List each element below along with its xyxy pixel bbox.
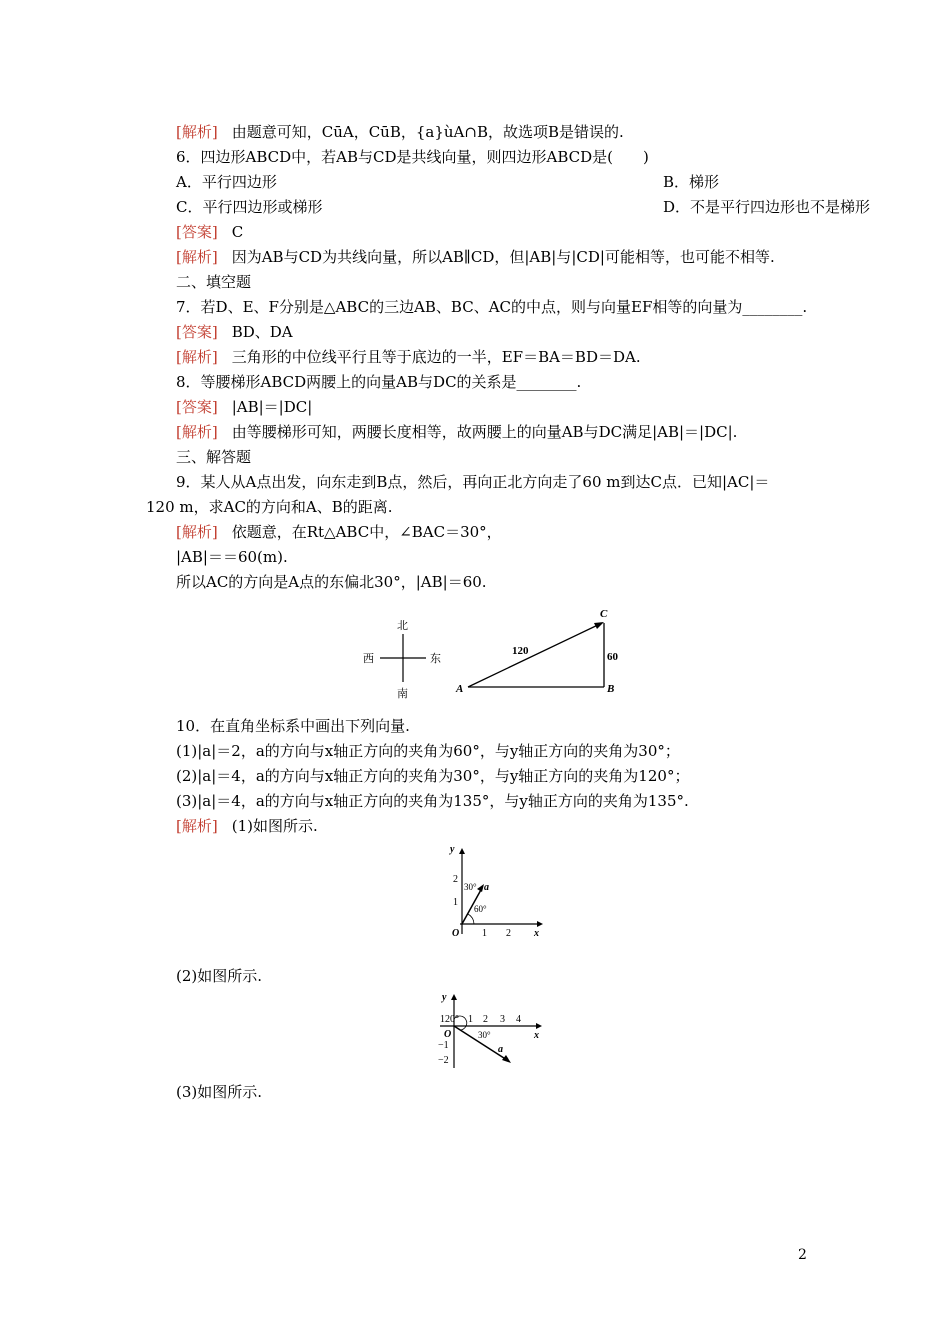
question-10-part2 — [176, 766, 689, 786]
line-text: (2)如图所示. — [176, 967, 263, 985]
label-side: 60 — [607, 651, 618, 663]
label-hypotenuse: 120 — [512, 645, 529, 657]
line-text: 8．等腰梯形ABCD两腰上的向量AB与DC的关系是________. — [176, 373, 582, 391]
y-label: y — [442, 992, 447, 1003]
answer-tag: [答案] — [176, 323, 218, 341]
line-text: 三、解答题 — [176, 448, 252, 466]
line-text: (1)|a|＝2，a的方向与x轴正方向的夹角为60°，与y轴正方向的夹角为30°； — [176, 742, 680, 760]
compass-east: 东 — [430, 653, 441, 665]
x-label: x — [534, 928, 539, 938]
question-10-part1 — [176, 741, 680, 761]
analysis-9 — [176, 522, 502, 542]
question-10-part3 — [176, 791, 689, 811]
compass-diagram — [360, 616, 450, 702]
vector-arrow-icon — [477, 884, 484, 892]
line-text: 三角形的中位线平行且等于底边的一半，EF＝BA＝BD＝DA. — [231, 348, 641, 366]
answer-6 — [176, 222, 243, 242]
compass-south: 南 — [397, 688, 408, 700]
y-axis-arrow-icon — [459, 848, 465, 854]
triangle-diagram — [452, 606, 624, 700]
line-text: 由等腰梯形可知，两腰长度相等，故两腰上的向量AB与DC满足|AB|＝|DC|. — [231, 423, 738, 441]
option-d: D．不是平行四边形也不是梯形 — [663, 198, 871, 216]
origin-label: O — [444, 1029, 452, 1040]
vector-ac — [468, 623, 602, 687]
vector-arrow-icon — [502, 1055, 511, 1063]
question-10 — [176, 716, 410, 736]
question-8 — [176, 372, 581, 392]
x-axis-arrow-icon — [536, 1023, 542, 1029]
y-tick-1: 1 — [453, 897, 458, 908]
x-tick-1: 1 — [468, 1014, 473, 1025]
angle-30-label: 30° — [478, 1030, 491, 1040]
vector-figure-1 — [444, 842, 548, 938]
page-number: 2 — [798, 1247, 807, 1263]
x-tick-1: 1 — [482, 928, 487, 938]
x-tick-3: 3 — [500, 1014, 505, 1025]
line-text: (3)|a|＝4，a的方向与x轴正方向的夹角为135°，与y轴正方向的夹角为135°. — [176, 792, 689, 810]
analysis-10-part2 — [176, 966, 262, 986]
section-solve — [176, 447, 251, 467]
answer-7 — [176, 322, 293, 342]
analysis-9-calc — [176, 547, 288, 567]
vector-label: a — [484, 882, 489, 893]
label-a: A — [456, 683, 464, 695]
answer-tag: [答案] — [176, 223, 218, 241]
line-text: 9．某人从A点出发，向东走到B点，然后，再向正北方向走了60 m到达C点．已知|AC|＝ — [176, 473, 770, 491]
analysis-tag: [解析] — [176, 123, 218, 141]
line-text: 6．四边形ABCD中，若AB与CD是共线向量，则四边形ABCD是( ) — [176, 148, 649, 166]
vector-figure-2 — [434, 988, 546, 1070]
section-fill-blank — [176, 272, 251, 292]
line-text: |AB|＝＝60(m). — [176, 548, 288, 566]
line-text: 10．在直角坐标系中画出下列向量. — [176, 717, 410, 735]
analysis-7 — [176, 347, 641, 367]
y-tick-neg2: −2 — [438, 1055, 449, 1066]
line-text: 因为AB与CD为共线向量，所以AB∥CD，但|AB|与|CD|可能相等，也可能不相等. — [231, 248, 775, 266]
question-9-line2 — [146, 497, 393, 517]
option-row-cd — [176, 197, 871, 217]
analysis-tag: [解析] — [176, 817, 218, 835]
x-tick-2: 2 — [483, 1014, 488, 1025]
angle-60-label: 60° — [474, 904, 487, 914]
x-label: x — [534, 1030, 539, 1041]
line-text: 所以AC的方向是A点的东偏北30°，|AB|＝60. — [176, 573, 487, 591]
question-9-line1 — [176, 472, 769, 492]
line-text: 二、填空题 — [176, 273, 252, 291]
compass-west: 西 — [363, 653, 374, 665]
x-tick-4: 4 — [516, 1014, 521, 1025]
analysis-10-part1 — [176, 816, 318, 836]
x-axis-arrow-icon — [537, 921, 543, 927]
line-text: (1)如图所示. — [231, 817, 318, 835]
angle-30-label: 30° — [464, 882, 477, 892]
vector-label: a — [498, 1044, 503, 1055]
line-text: 7．若D、E、F分别是△ABC的三边AB、BC、AC的中点，则与向量EF相等的向量为________. — [176, 298, 808, 316]
line-text: (2)|a|＝4，a的方向与x轴正方向的夹角为30°，与y轴正方向的夹角为120°； — [176, 767, 690, 785]
analysis-9-conclusion — [176, 572, 487, 592]
line-text: C — [231, 223, 244, 241]
y-label: y — [450, 844, 455, 855]
line-1 — [176, 122, 624, 142]
option-a: A．平行四边形 — [176, 173, 277, 191]
line-text: BD、DA — [231, 323, 293, 341]
answer-8 — [176, 397, 312, 417]
y-tick-2: 2 — [453, 874, 458, 885]
answer-tag: [答案] — [176, 398, 218, 416]
angle-120-label: 120° — [440, 1014, 459, 1025]
option-c: C．平行四边形或梯形 — [176, 198, 323, 216]
line-text: |AB|＝|DC| — [231, 398, 313, 416]
label-c: C — [600, 608, 608, 620]
option-row-ab — [176, 172, 720, 192]
analysis-tag: [解析] — [176, 348, 218, 366]
question-6 — [176, 147, 649, 167]
analysis-tag: [解析] — [176, 523, 218, 541]
analysis-8 — [176, 422, 737, 442]
y-tick-neg1: −1 — [438, 1040, 449, 1051]
x-tick-2: 2 — [506, 928, 511, 938]
analysis-tag: [解析] — [176, 423, 218, 441]
analysis-6 — [176, 247, 775, 267]
line-text: 由题意可知，CūA，CūB，{a}ùA∩B，故选项B是错误的. — [231, 123, 624, 141]
compass-north: 北 — [397, 620, 408, 632]
option-b: B．梯形 — [663, 173, 720, 191]
line-text: 依题意，在Rt△ABC中，∠BAC＝30°， — [231, 523, 502, 541]
y-axis-arrow-icon — [451, 994, 457, 1000]
label-b: B — [607, 683, 615, 695]
origin-label: O — [452, 928, 460, 938]
analysis-tag: [解析] — [176, 248, 218, 266]
question-7 — [176, 297, 807, 317]
arrow-head-icon — [594, 622, 604, 629]
angle-60-arc — [468, 914, 474, 924]
line-text: 120 m，求AC的方向和A、B的距离. — [146, 498, 393, 516]
line-text: (3)如图所示. — [176, 1083, 263, 1101]
analysis-10-part3 — [176, 1082, 262, 1102]
